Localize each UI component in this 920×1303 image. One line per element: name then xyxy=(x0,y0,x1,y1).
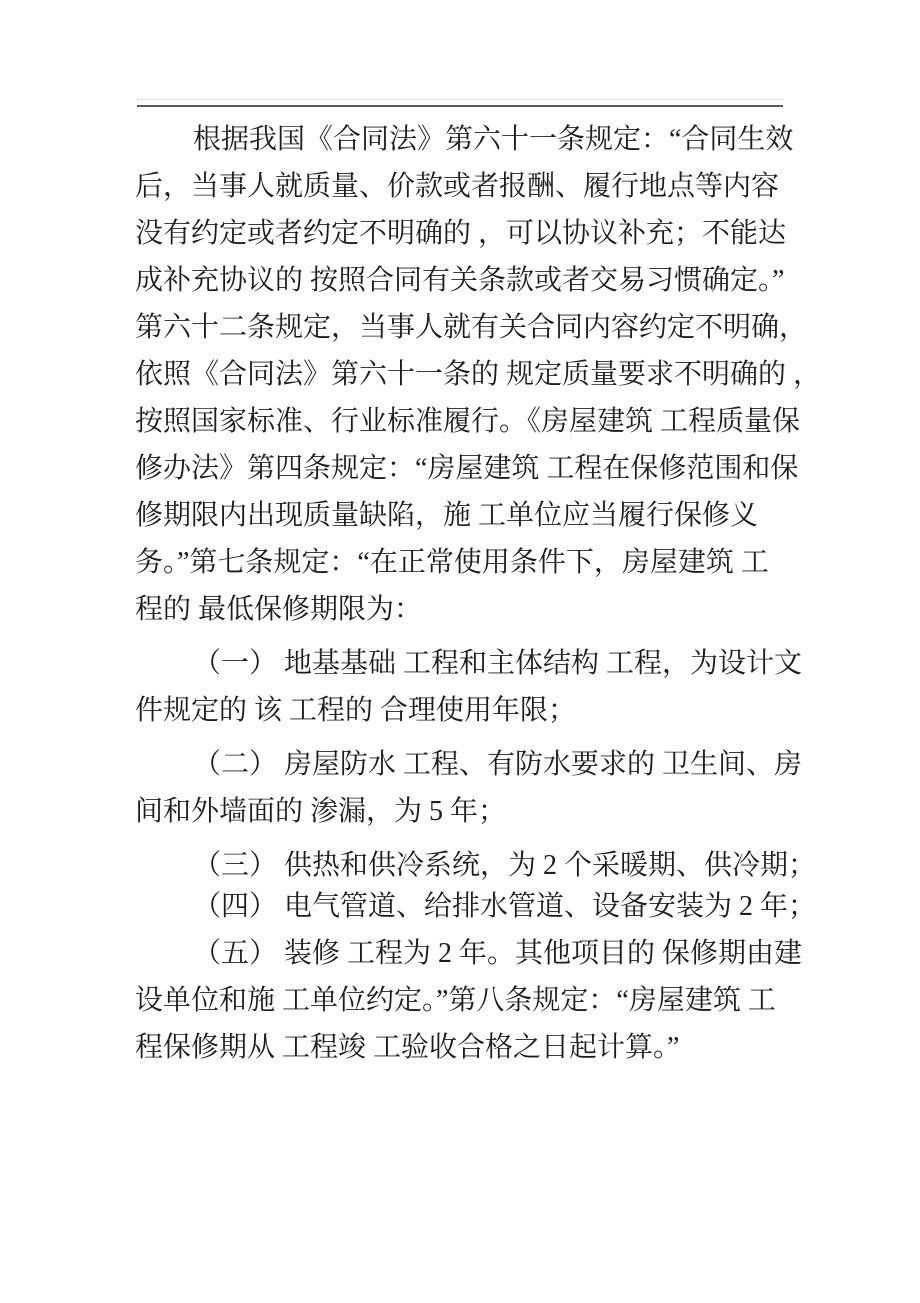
text-line: 修期限内出现质量缺陷，施 工单位应当履行保修义 xyxy=(135,500,759,531)
text-line: 设单位和施 工单位约定。”第八条规定：“房屋建筑 工 xyxy=(135,985,776,1016)
text-line: 件规定的 该 工程的 合理使用年限； xyxy=(135,695,577,726)
paragraph-item-2 xyxy=(135,741,803,835)
paragraph-item-5 xyxy=(135,930,803,1071)
text-line: 修办法》第四条规定：“房屋建筑 工程在保修范围和保 xyxy=(135,453,799,484)
text-line: 程的 最低保修期限为： xyxy=(135,594,423,625)
text-line: （三） 供热和供冷系统，为 2 个采暖期、供冷期； xyxy=(193,850,817,881)
header-rule xyxy=(137,99,783,107)
text-line: 后，当事人就质量、价款或者报酬、履行地点等内容 xyxy=(135,171,780,202)
text-line: 按照国家标准、行业标准履行。《房屋建筑 工程质量保 xyxy=(135,406,801,437)
text-line: （四） 电气管道、给排水管道、设备安装为 2 年； xyxy=(193,891,817,922)
text-line: （五） 装修 工程为 2 年。其他项目的 保修期由建 xyxy=(193,938,803,969)
text-line: 依照《合同法》第六十一条的 规定质量要求不明确的 ， xyxy=(135,359,822,390)
text-line: 成补充协议的 按照合同有关条款或者交易习惯确定。” xyxy=(135,265,785,296)
paragraph-item-1 xyxy=(135,640,803,734)
text-line: 务。”第七条规定：“在正常使用条件下，房屋建筑 工 xyxy=(135,547,769,578)
paragraph-item-4 xyxy=(135,883,817,930)
text-line: 没有约定或者约定不明确的 ，可以协议补充；不能达 xyxy=(135,218,787,249)
paragraph-item-3 xyxy=(135,842,817,889)
text-line: 程保修期从 工程竣 工验收合格之日起计算。” xyxy=(135,1032,680,1063)
paragraph-legal-basis xyxy=(135,116,822,633)
document-body xyxy=(135,116,822,1071)
text-line: 第六十二条规定，当事人就有关合同内容约定不明确， xyxy=(135,312,808,343)
text-line: （二） 房屋防水 工程、有防水要求的 卫生间、房 xyxy=(193,749,803,780)
text-line: 根据我国《合同法》第六十一条规定：“合同生效 xyxy=(193,124,794,155)
text-line: 间和外墙面的 渗漏，为 5 年； xyxy=(135,796,507,827)
text-line: （一） 地基基础 工程和主体结构 工程，为设计文 xyxy=(193,648,803,679)
